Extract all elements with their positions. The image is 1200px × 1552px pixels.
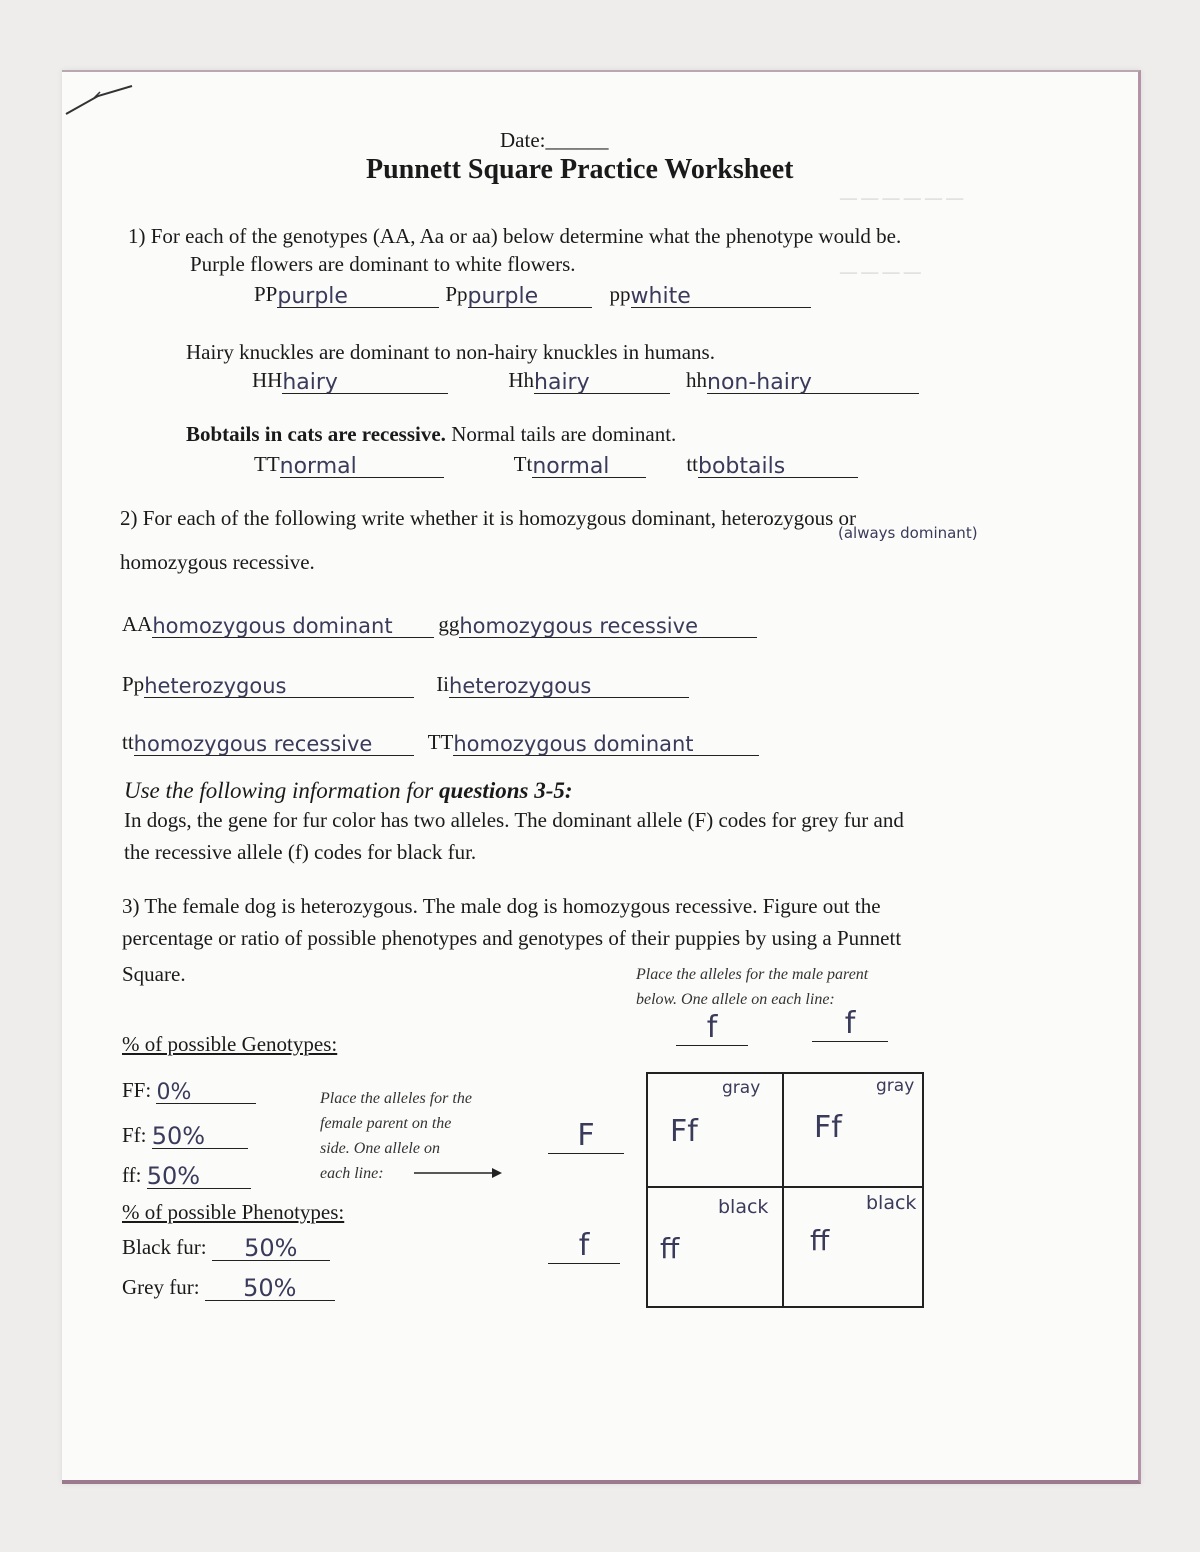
genotype-label: PP bbox=[254, 282, 278, 306]
cell-phenotype: gray bbox=[722, 1078, 761, 1098]
genotype-label: tt bbox=[122, 730, 134, 754]
handwritten-allele: f bbox=[844, 1006, 856, 1041]
answer-blank bbox=[144, 672, 414, 698]
phenotype-row: Black fur: 50% bbox=[122, 1232, 330, 1261]
genotype-label: HH bbox=[252, 368, 283, 392]
cell-genotype: Ff bbox=[814, 1110, 842, 1145]
q2-row-2 bbox=[122, 672, 689, 698]
bleed-through-text: — — — — — — bbox=[840, 188, 964, 207]
handwritten-answer: normal bbox=[532, 454, 610, 479]
handwritten-answer: purple bbox=[467, 284, 539, 309]
genotype-label: Tt bbox=[513, 452, 533, 476]
genotype-label: Hh bbox=[508, 368, 535, 392]
genotype-label: TT bbox=[254, 452, 280, 476]
answer-blank bbox=[453, 730, 759, 756]
flowers-row bbox=[254, 282, 811, 308]
q3-line3: Square. bbox=[122, 962, 186, 986]
q2-row-3 bbox=[122, 730, 759, 756]
handwritten-allele: F bbox=[577, 1118, 595, 1153]
q1-prompt: 1) For each of the genotypes (AA, Aa or aa) below determine what the phenotype would be. bbox=[128, 224, 902, 248]
handwritten-answer: homozygous recessive bbox=[133, 732, 373, 756]
genotype-row: Ff: 50% bbox=[122, 1120, 248, 1149]
handwritten-answer: 50% bbox=[244, 1234, 298, 1262]
genotypes-heading: % of possible Genotypes: bbox=[122, 1032, 338, 1056]
answer-blank bbox=[631, 282, 811, 308]
answer-blank bbox=[459, 612, 757, 638]
grid-divider bbox=[782, 1074, 784, 1306]
knuckles-intro: Hairy knuckles are dominant to non-hairy knuckles in humans. bbox=[186, 340, 715, 364]
check-mark-icon bbox=[64, 82, 134, 118]
handwritten-answer: purple bbox=[277, 284, 348, 309]
bleed-through-text: — — — — bbox=[840, 262, 921, 281]
q2-prompt-line1: 2) For each of the following write whether it is homozygous dominant, heterozygous or bbox=[120, 506, 857, 530]
handwritten-answer: homozygous dominant bbox=[453, 732, 694, 756]
handwritten-answer: white bbox=[630, 284, 691, 309]
cell-phenotype: gray bbox=[876, 1076, 915, 1096]
answer-blank bbox=[468, 282, 592, 308]
arrow-right-icon bbox=[414, 1166, 502, 1180]
handwritten-answer: homozygous dominant bbox=[152, 614, 393, 638]
handwritten-answer: 0% bbox=[156, 1080, 192, 1105]
answer-blank bbox=[534, 368, 670, 394]
handwritten-answer: bobtails bbox=[698, 454, 786, 479]
answer-blank bbox=[707, 368, 919, 394]
cell-genotype: ff bbox=[660, 1232, 680, 1265]
phenotypes-heading: % of possible Phenotypes: bbox=[122, 1200, 345, 1224]
genotype-label: tt bbox=[686, 452, 698, 476]
genotype-row: ff: 50% bbox=[122, 1160, 251, 1189]
handwritten-answer: homozygous recessive bbox=[459, 614, 698, 638]
info-line2: the recessive allele (f) codes for black fur. bbox=[124, 840, 477, 864]
genotype-label: hh bbox=[686, 368, 708, 392]
genotype-label: pp bbox=[609, 282, 631, 306]
handwritten-allele: f bbox=[578, 1228, 590, 1263]
cell-genotype: Ff bbox=[670, 1114, 698, 1149]
punnett-square bbox=[646, 1072, 924, 1308]
handwritten-answer: heterozygous bbox=[144, 674, 287, 698]
q2-row-1 bbox=[122, 612, 757, 638]
q2-margin-note: (always dominant) bbox=[838, 524, 978, 542]
handwritten-answer: hairy bbox=[534, 370, 590, 395]
handwritten-answer: 50% bbox=[151, 1122, 206, 1150]
answer-blank bbox=[698, 452, 858, 478]
genotype-label: Pp bbox=[122, 672, 145, 696]
male-allele-blank bbox=[676, 1010, 748, 1046]
phenotype-row: Grey fur: 50% bbox=[122, 1272, 335, 1301]
knuckles-row bbox=[252, 368, 919, 394]
handwritten-allele: f bbox=[706, 1010, 718, 1045]
genotype-label: gg bbox=[438, 612, 460, 636]
handwritten-answer: heterozygous bbox=[449, 674, 592, 698]
flowers-intro: Purple flowers are dominant to white flowers. bbox=[190, 252, 576, 276]
handwritten-answer: 50% bbox=[243, 1274, 297, 1302]
info-heading: Use the following information for questions 3-5: bbox=[124, 778, 573, 803]
cell-phenotype: black bbox=[866, 1192, 917, 1214]
male-parent-note: Place the alleles for the male parent below. One allele on each line: bbox=[636, 966, 869, 1008]
answer-blank bbox=[277, 282, 439, 308]
answer-blank bbox=[134, 730, 414, 756]
genotype-label: AA bbox=[122, 612, 153, 636]
info-line1: In dogs, the gene for fur color has two alleles. The dominant allele (F) codes for grey fur and bbox=[124, 808, 904, 832]
date-label: Date:______ bbox=[500, 128, 609, 152]
cell-phenotype: black bbox=[718, 1196, 769, 1218]
female-parent-note: Place the alleles for the female parent on the side. One allele on each line: bbox=[320, 1090, 472, 1182]
q2-prompt-line2: homozygous recessive. bbox=[120, 550, 315, 574]
grid-divider bbox=[648, 1186, 922, 1188]
handwritten-answer: hairy bbox=[282, 370, 338, 395]
male-allele-blank bbox=[812, 1006, 888, 1042]
answer-blank bbox=[152, 612, 434, 638]
q3-line2: percentage or ratio of possible phenotypes and genotypes of their puppies by using a Punnett bbox=[122, 926, 902, 950]
genotype-label: TT bbox=[427, 730, 454, 754]
q3-line1: 3) The female dog is heterozygous. The male dog is homozygous recessive. Figure out the bbox=[122, 894, 881, 918]
cell-genotype: ff bbox=[810, 1224, 830, 1257]
cats-intro: Bobtails in cats are recessive. Normal tails are dominant. bbox=[186, 422, 677, 446]
cats-row bbox=[254, 452, 858, 478]
answer-blank bbox=[280, 452, 444, 478]
handwritten-answer: normal bbox=[279, 454, 357, 479]
female-allele-blank bbox=[548, 1118, 624, 1154]
answer-blank bbox=[282, 368, 448, 394]
genotype-label: Pp bbox=[445, 282, 468, 306]
answer-blank bbox=[532, 452, 646, 478]
answer-blank bbox=[449, 672, 689, 698]
page-title: Punnett Square Practice Worksheet bbox=[366, 154, 794, 185]
genotype-label: Ii bbox=[436, 672, 450, 696]
handwritten-answer: 50% bbox=[146, 1162, 201, 1190]
female-allele-blank bbox=[548, 1228, 620, 1264]
handwritten-answer: non-hairy bbox=[707, 370, 812, 395]
genotype-row: FF: 0% bbox=[122, 1078, 256, 1104]
